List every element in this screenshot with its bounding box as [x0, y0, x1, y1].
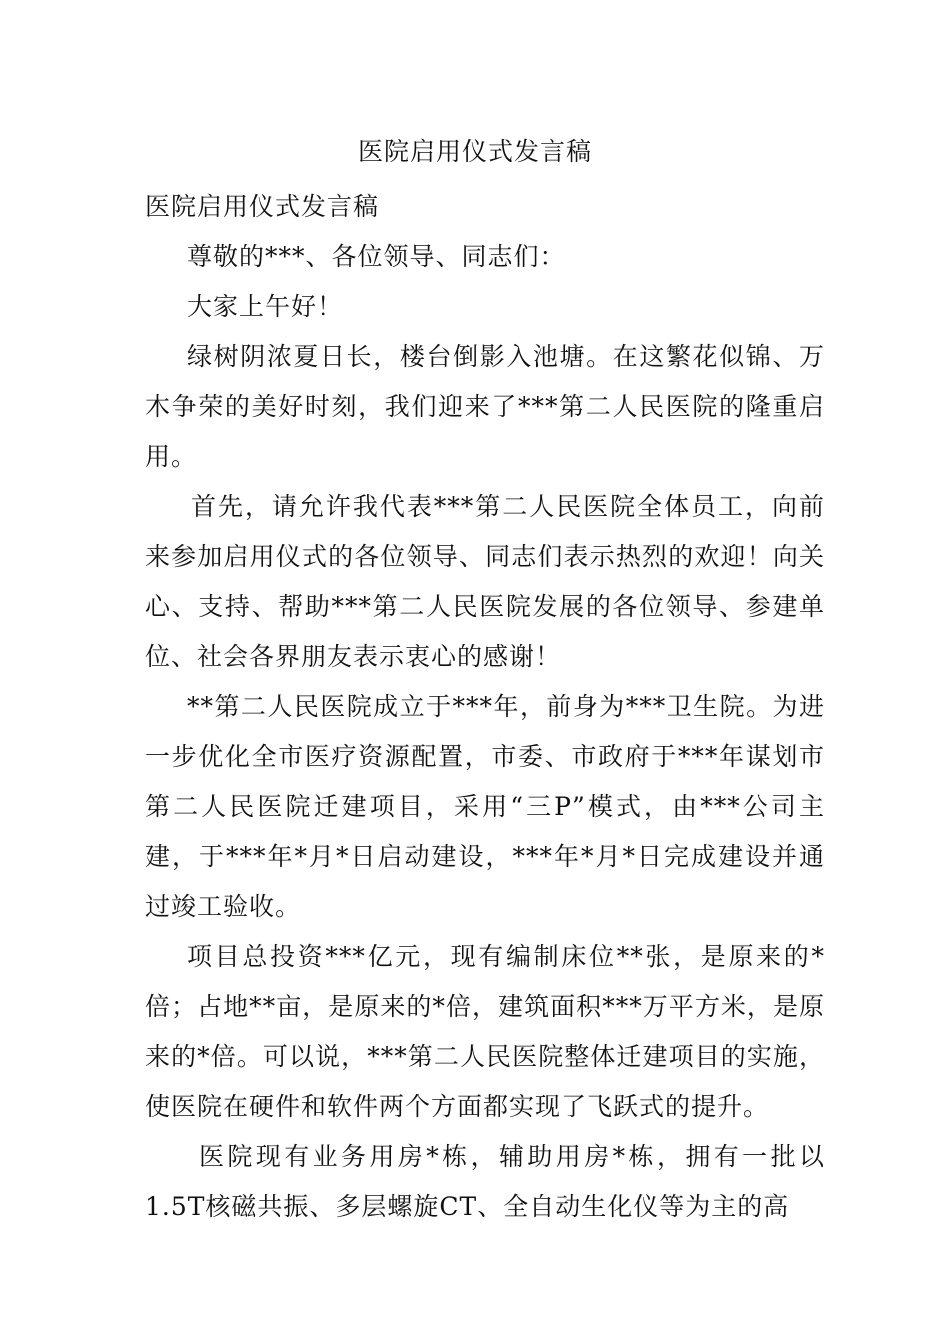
document-title: 医院启用仪式发言稿: [357, 137, 592, 166]
paragraph-facilities: 医院现有业务用房*栋，辅助用房*栋，拥有一批以1.5T核磁共振、多层螺旋CT、全自动生化仪等为主的高: [145, 1142, 825, 1221]
paragraph-heading: 医院启用仪式发言稿: [145, 192, 380, 221]
paragraph-history: **第二人民医院成立于***年，前身为***卫生院。为进一步优化全市医疗资源配置，市委、市政府于***年谋划市第二人民医院迁建项目，采用“三P”模式，由***公司主建，于***年*月*日启动建设，***年*月*日完成建设并通过竣工验收。: [145, 692, 825, 921]
paragraph-investment: 项目总投资***亿元，现有编制床位**张，是原来的*倍；占地**亩，是原来的*倍，建筑面积***万平方米，是原来的*倍。可以说，***第二人民医院整体迁建项目的实施，使医院在硬件和软件两个方面都实现了飞跃式的提升。: [145, 942, 825, 1121]
paragraph-greeting: 大家上午好！: [187, 292, 344, 321]
document-body: [145, 182, 825, 1232]
paragraph-salutation: 尊敬的***、各位领导、同志们：: [187, 242, 566, 271]
paragraph-welcome: 首先，请允许我代表***第二人民医院全体员工，向前来参加启用仪式的各位领导、同志们表示热烈的欢迎！向关心、支持、帮助***第二人民医院发展的各位领导、参建单位、社会各界朋友表示衷心的感谢！: [145, 492, 825, 671]
paragraph-opening: 绿树阴浓夏日长，楼台倒影入池塘。在这繁花似锦、万木争荣的美好时刻，我们迎来了***第二人民医院的隆重启用。: [145, 342, 825, 471]
